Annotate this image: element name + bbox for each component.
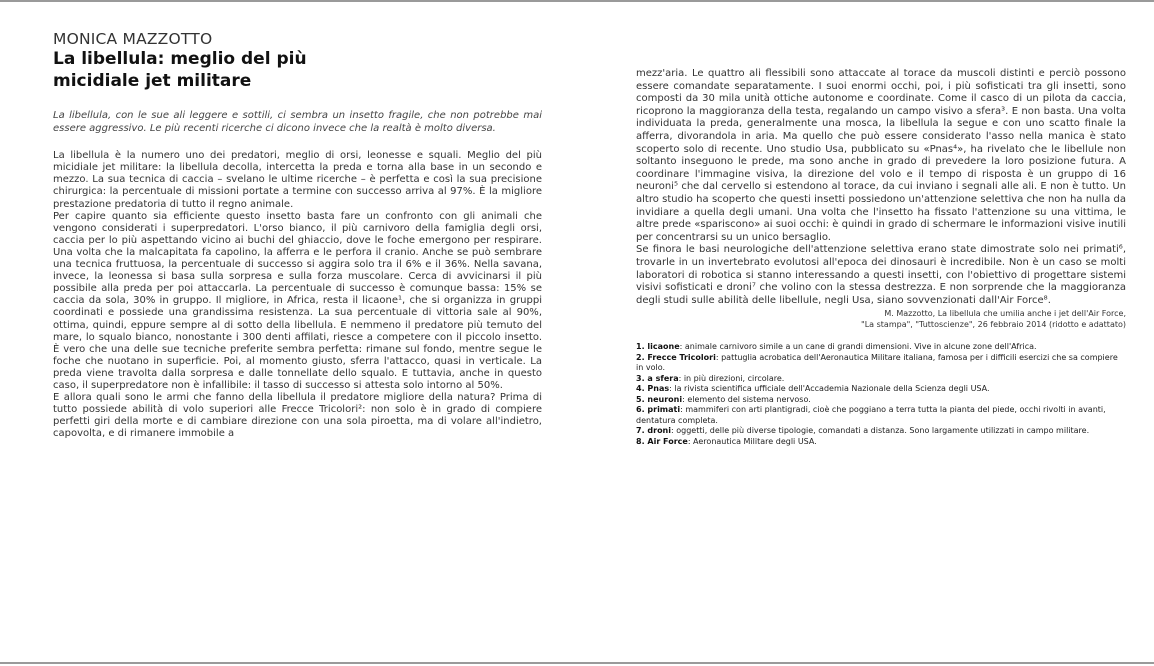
footnote-definition: : Aeronautica Militare degli USA.	[687, 436, 817, 446]
bottom-border	[0, 662, 1154, 664]
paragraph: mezz'aria. Le quattro ali flessibili sono attaccate al torace da muscoli distinti e perciò possono essere comandate separatamente. I suoi enormi occhi, poi, i più sofisticati tra gli insetti, sono composti da 30 mila unità ottiche autonome e coordinate. Come il casco di un pilota da caccia, ricoprono la maggioranza della testa, regalando un campo visivo a sfera³. E non basta. Una volta individuata la preda, generalmente una mosca, la libellula la segue e con uno scatto finale la afferra, divorandola in aria. Ma quello che può essere considerato l'asso nella manica è stato scoperto solo di recente. Uno studio Usa, pubblicato su «Pnas⁴», ha rivelato che le libellule non soltanto inseguono le prede, ma sono anche in grado di prevedere la loro posizione futura. A coordinare l'immagine visiva, la direzione del volo e il tempo di risposta è un gruppo di 16 neuroni⁵ che dal cervello si estendono al torace, da cui inviano i segnali alle ali. E non è tutto. Un altro studio ha scoperto che questi insetti possiedono un'attenzione selettiva che non ha nulla da invidiare a quella degli umani. Una volta che l'insetto ha fissato l'attenzione su una vittima, le altre prede «spariscono» ai suoi occhi: è quindi in grado di schermare le informazioni visive inutili per concentrarsi su un unico bersaglio.	[636, 68, 1126, 243]
footnotes	[636, 342, 1126, 447]
right-page	[636, 68, 1126, 447]
article-author: MONICA MAZZOTTO	[53, 30, 213, 48]
footnote-term: 1. licaone	[636, 342, 680, 352]
paragraph: E allora quali sono le armi che fanno della libellula il predatore migliore della natura? Prima di tutto possiede abilità di volo superiori alle Frecce Tricolori²: non solo è in grado di compiere perfetti giri della morte e di cambiare direzione con una sola piroetta, ma di volare all'indietro, capovolta, e di rimanere immobile a	[53, 392, 542, 440]
footnote	[636, 405, 1126, 426]
footnote-definition: : animale carnivoro simile a un cane di grandi dimensioni. Vive in alcune zone dell'Africa.	[679, 342, 1037, 352]
footnote-definition: : oggetti, delle più diverse tipologie, comandati a distanza. Sono largamente utilizzati in campo militare.	[671, 426, 1090, 436]
top-border	[0, 0, 1154, 2]
footnote-term: 3. a sfera	[636, 373, 679, 383]
paragraph: La libellula è la numero uno dei predatori, meglio di orsi, leonesse e squali. Meglio del più micidiale jet militare: la libellula decolla, intercetta la preda e torna alla base in un secondo e mezzo. La sua tecnica di caccia – svelano le ultime ricerche – è perfetta e così la sua precisione chirurgica: la percentuale di missioni portate a termine con successo arriva al 97%. È la migliore prestazione predatoria di tutto il regno animale.	[53, 150, 542, 210]
footnote-term: 7. droni	[636, 426, 671, 436]
footnote	[636, 384, 1126, 395]
footnote-definition: : la rivista scientifica ufficiale dell'Accademia Nazionale della Scienza degli USA.	[669, 384, 990, 394]
footnote	[636, 353, 1126, 374]
footnote-term: 2. Frecce Tricolori	[636, 352, 716, 362]
article-lead: La libellula, con le sue ali leggere e sottili, ci sembra un insetto fragile, che non potrebbe mai essere aggressivo. Le più recenti ricerche ci dicono invece che la realtà è molto diversa.	[53, 110, 542, 134]
footnote-term: 6. primati	[636, 405, 681, 415]
footnote-definition: : pattuglia acrobatica dell'Aeronautica Militare italiana, famosa per i difficili esercizi che sa compiere in volo.	[636, 352, 1118, 373]
footnote	[636, 374, 1126, 385]
source-line: "La stampa", "Tuttoscienze", 26 febbraio 2014 (ridotto e adattato)	[861, 320, 1126, 330]
paragraph: Se finora le basi neurologiche dell'attenzione selettiva erano state dimostrate solo nei primati⁶, trovarle in un invertebrato evolutosi all'epoca dei dinosauri è incredibile. Non è un caso se molti laboratori di robotica si stanno interessando a questi insetti, con l'obiettivo di progettare sistemi visivi sofisticati e droni⁷ che volino con la stessa destrezza. E non sorprende che la maggioranza degli studi sulle abilità delle libellule, negli Usa, siano sovvenzionati dall'Air Force⁸.	[636, 244, 1126, 306]
footnote-definition: : mammiferi con arti plantigradi, cioè che poggiano a terra tutta la pianta del piede, occhi rivolti in avanti, dentatura completa.	[636, 405, 1106, 425]
footnote-term: 8. Air Force	[636, 436, 688, 446]
footnote-definition: : elemento del sistema nervoso.	[682, 394, 811, 404]
left-page	[53, 30, 542, 440]
right-body	[636, 68, 1126, 307]
footnote	[636, 437, 1126, 448]
footnote-term: 4. Pnas	[636, 384, 670, 394]
article-title: La libellula: meglio del più micidiale jet militare	[53, 49, 307, 91]
paragraph: Per capire quanto sia efficiente questo insetto basta fare un confronto con gli animali che vengono considerati i superpredatori. L'orso bianco, il più carnivoro della famiglia degli orsi, caccia per lo più aspettando vicino ai buchi del ghiaccio, dove le foche emergono per respirare. Una volta che la malcapitata fa capolino, la afferra e le perfora il cranio. Anche se può sembrare una tecnica fruttuosa, la percentuale di successo si aggira solo tra il 6% e il 36%. Nella savana, invece, la leonessa si basa sulla sorpresa e sulla forza muscolare. Cerca di avvicinarsi il più possibile alla preda per poi attaccarla. La percentuale di successo è comunque bassa: 15% se caccia da sola, 30% in gruppo. Il migliore, in Africa, resta il licaone¹, che si organizza in gruppi coordinati e possiede una grandissima resistenza. La sua percentuale di vittoria sale al 90%, ottima, quindi, eppure sempre al di sotto della libellula. E nemmeno il predatore più temuto del mare, lo squalo bianco, nonostante i 300 denti affilati, riesce a competere con il piccolo insetto. È vero che una delle sue tecniche preferite sembra perfetta: rimane sul fondo, mentre segue le foche che nuotano in superficie. Poi, al momento giusto, sferra l'attacco, quasi in verticale. La preda viene travolta dalla sorpresa e dalle tonnellate dello squalo. E tuttavia, anche in questo caso, il superpredatore non è infallibile: il tasso di successo si attesta solo intorno al 50%.	[53, 210, 542, 391]
footnote	[636, 342, 1126, 353]
source-line: M. Mazzotto, La libellula che umilia anche i jet dell'Air Force,	[884, 309, 1126, 319]
source-citation	[636, 308, 1126, 330]
left-body	[53, 150, 542, 440]
footnote	[636, 426, 1126, 437]
footnote-term: 5. neuroni	[636, 394, 683, 404]
footnote	[636, 395, 1126, 406]
footnote-definition: : in più direzioni, circolare.	[678, 373, 785, 383]
